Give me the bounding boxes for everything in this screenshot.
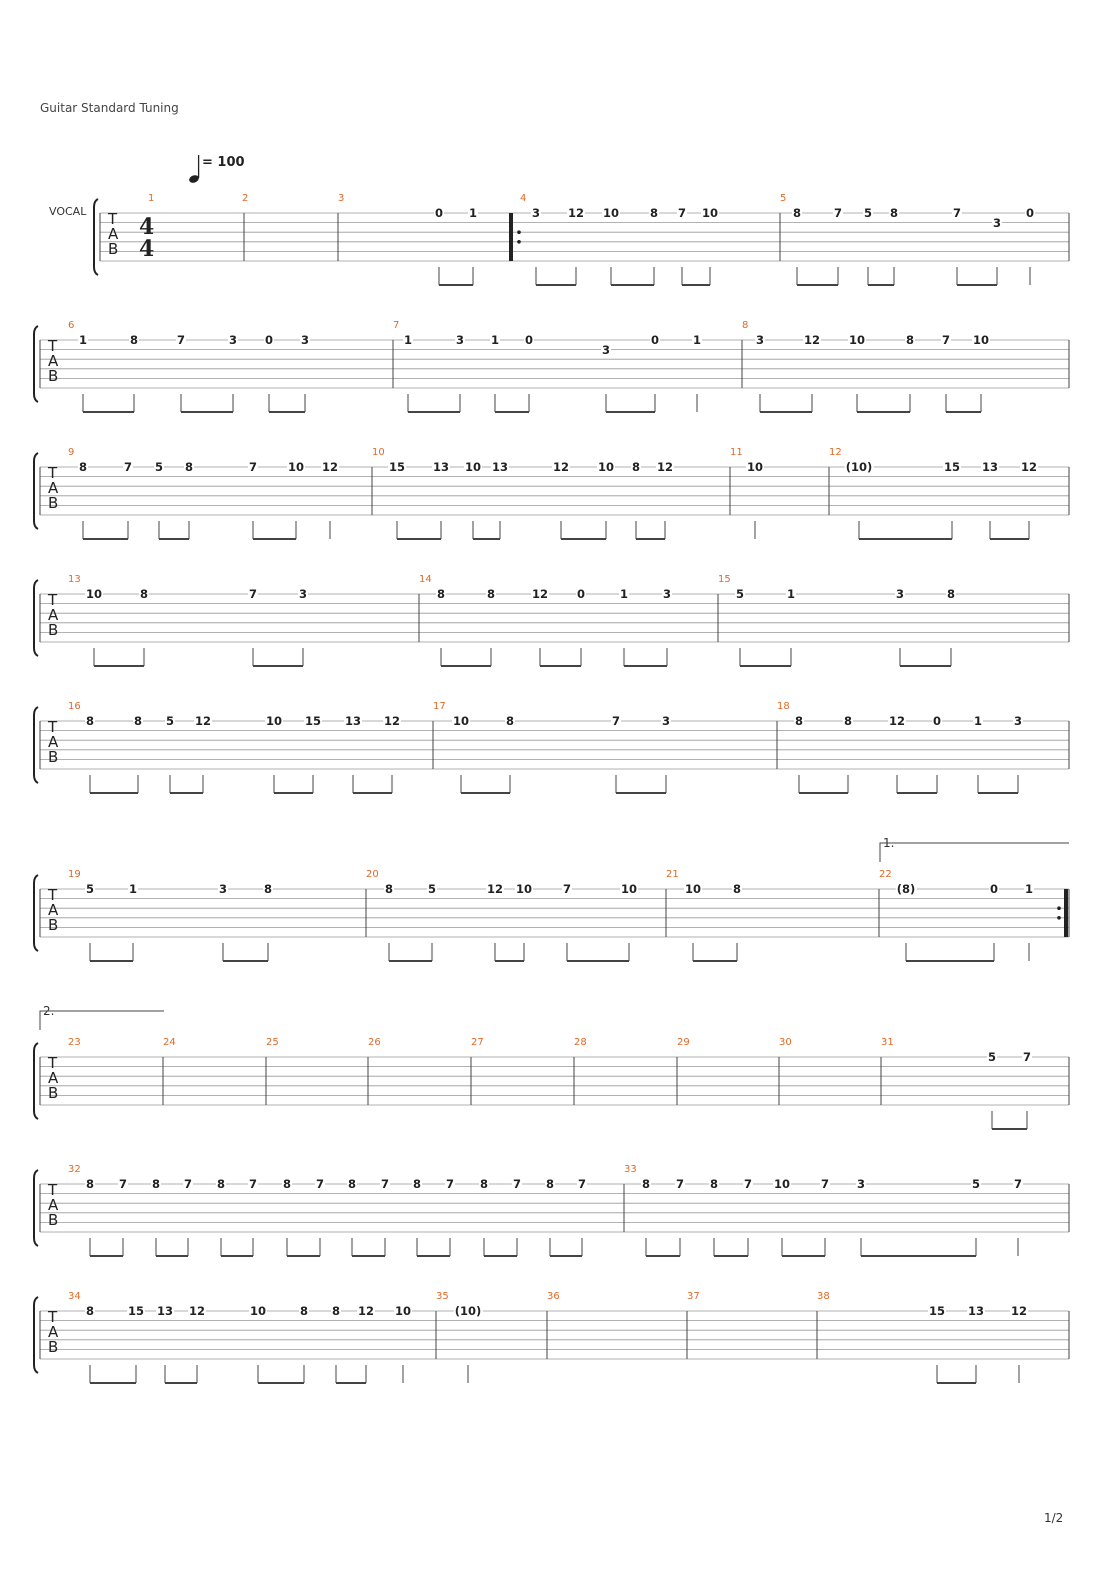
tab-note: 0 [524, 333, 534, 347]
tab-note: 8 [505, 714, 515, 728]
tab-clef-letter: A [48, 1196, 59, 1214]
measure-number: 29 [677, 1037, 690, 1048]
tab-note: 10 [773, 1177, 791, 1191]
tab-note: 7 [820, 1177, 830, 1191]
tab-clef-letter: A [48, 901, 59, 919]
tab-note: 0 [989, 882, 999, 896]
tab-note: (10) [845, 460, 873, 474]
tab-clef-letter: B [48, 494, 59, 512]
measure-number: 22 [879, 869, 892, 880]
tab-note: 8 [139, 587, 149, 601]
tab-note: 8 [347, 1177, 357, 1191]
tab-note: 12 [552, 460, 570, 474]
measure-number: 2 [242, 193, 249, 204]
tab-note: 7 [562, 882, 572, 896]
tab-clef-letter: T [48, 1054, 58, 1072]
tab-note: 12 [656, 460, 674, 474]
tab-clef-letter: B [108, 240, 119, 258]
tab-note: 7 [833, 206, 843, 220]
tab-note: 8 [216, 1177, 226, 1191]
measure-number: 23 [68, 1037, 81, 1048]
tab-note: 10 [394, 1304, 412, 1318]
time-signature-digit: 4 [139, 214, 155, 240]
tab-note: 12 [1010, 1304, 1028, 1318]
tab-note: 8 [151, 1177, 161, 1191]
tab-clef-letter: T [108, 210, 118, 228]
tab-note: 13 [344, 714, 362, 728]
tab-note: 5 [971, 1177, 981, 1191]
tab-note: 5 [863, 206, 873, 220]
tab-note: 12 [383, 714, 401, 728]
tab-note: 15 [928, 1304, 946, 1318]
tab-note: 3 [992, 215, 1002, 230]
tab-note: 10 [249, 1304, 267, 1318]
measure-number: 12 [829, 447, 842, 458]
tab-note: 1 [468, 206, 478, 220]
tab-note: 12 [486, 882, 504, 896]
tab-note: 3 [228, 333, 238, 347]
tab-note: 10 [701, 206, 719, 220]
tab-note: 0 [1025, 206, 1035, 220]
tab-note: 13 [156, 1304, 174, 1318]
tab-clef-letter: B [48, 748, 59, 766]
measure-number: 34 [68, 1291, 81, 1302]
tab-note: 7 [677, 206, 687, 220]
measure-number: 20 [366, 869, 379, 880]
tab-note: 10 [848, 333, 866, 347]
tab-note: 12 [803, 333, 821, 347]
tab-note: 8 [732, 882, 742, 896]
tab-clef-letter: B [48, 1211, 59, 1229]
tab-note: 15 [304, 714, 322, 728]
tab-clef-letter: A [48, 733, 59, 751]
tab-note: 3 [856, 1177, 866, 1191]
tab-note: 15 [943, 460, 961, 474]
measure-number: 15 [718, 574, 731, 585]
tab-note: 8 [85, 1177, 95, 1191]
tab-note: 1 [490, 333, 500, 347]
tab-note: 3 [455, 333, 465, 347]
tab-note: 8 [85, 714, 95, 728]
tab-note: 7 [512, 1177, 522, 1191]
tab-note: 10 [684, 882, 702, 896]
tab-clef-letter: A [48, 606, 59, 624]
tab-note: 12 [531, 587, 549, 601]
tab-note: 8 [384, 882, 394, 896]
tab-note: 1 [128, 882, 138, 896]
tab-note: 10 [620, 882, 638, 896]
tab-note: 13 [981, 460, 999, 474]
tab-note: 7 [1022, 1050, 1032, 1064]
measure-number: 37 [687, 1291, 700, 1302]
tab-note: 8 [794, 714, 804, 728]
measure-number: 21 [666, 869, 679, 880]
tempo-value: = 100 [202, 155, 245, 170]
tab-note: 8 [631, 460, 641, 474]
tab-note: 10 [515, 882, 533, 896]
tab-clef-letter: T [48, 1181, 58, 1199]
tab-clef-letter: A [48, 1069, 59, 1087]
tab-note: 8 [479, 1177, 489, 1191]
tab-note: 15 [388, 460, 406, 474]
tab-note: 3 [218, 882, 228, 896]
tab-note: 7 [445, 1177, 455, 1191]
tab-note: 1 [786, 587, 796, 601]
tab-note: 5 [735, 587, 745, 601]
tab-note: 7 [743, 1177, 753, 1191]
tab-note: 7 [941, 333, 951, 347]
tab-note: 7 [675, 1177, 685, 1191]
tab-note: 8 [486, 587, 496, 601]
tab-note: 0 [264, 333, 274, 347]
tab-note: 3 [755, 333, 765, 347]
tab-note: 1 [619, 587, 629, 601]
tab-note: 8 [946, 587, 956, 601]
tab-clef-letter: B [48, 621, 59, 639]
tab-note: 12 [194, 714, 212, 728]
measure-number: 24 [163, 1037, 176, 1048]
tab-note: 8 [641, 1177, 651, 1191]
tab-note: 7 [118, 1177, 128, 1191]
tab-note: 7 [123, 460, 133, 474]
tab-note: 8 [792, 206, 802, 220]
tab-note: 10 [972, 333, 990, 347]
tab-note: 7 [248, 1177, 258, 1191]
tab-note: 5 [427, 882, 437, 896]
tab-note: 8 [133, 714, 143, 728]
tab-clef-letter: A [48, 352, 59, 370]
tab-note: 7 [315, 1177, 325, 1191]
tab-note: 3 [895, 587, 905, 601]
volta-2: 2. [43, 1004, 55, 1018]
measure-number: 16 [68, 701, 81, 712]
tab-note: 10 [746, 460, 764, 474]
tuning-label: Guitar Standard Tuning [40, 101, 179, 115]
measure-number: 13 [68, 574, 81, 585]
tab-note: 8 [263, 882, 273, 896]
measure-number: 4 [520, 193, 527, 204]
measure-number: 18 [777, 701, 790, 712]
measure-number: 30 [779, 1037, 792, 1048]
volta-1: 1. [883, 836, 895, 850]
tab-clef-letter: B [48, 916, 59, 934]
measure-number: 27 [471, 1037, 484, 1048]
tab-note: 3 [601, 342, 611, 357]
tab-note: 8 [184, 460, 194, 474]
tab-note: 7 [183, 1177, 193, 1191]
tab-note: 1 [692, 333, 702, 347]
tab-note: 15 [127, 1304, 145, 1318]
tab-note: (10) [454, 1304, 482, 1318]
measure-number: 26 [368, 1037, 381, 1048]
measure-number: 9 [68, 447, 75, 458]
tab-clef-letter: T [48, 591, 58, 609]
tab-note: 7 [611, 714, 621, 728]
tab-note: 5 [165, 714, 175, 728]
time-signature-digit: 4 [139, 236, 155, 262]
tab-note: 0 [576, 587, 586, 601]
tab-note: 12 [1020, 460, 1038, 474]
measure-number: 35 [436, 1291, 449, 1302]
tab-note: 8 [709, 1177, 719, 1191]
tab-note: 12 [888, 714, 906, 728]
measure-number: 7 [393, 320, 400, 331]
tab-clef-letter: B [48, 1338, 59, 1356]
measure-number: 32 [68, 1164, 81, 1175]
tab-note: 8 [905, 333, 915, 347]
measure-number: 3 [338, 193, 345, 204]
tab-note: 0 [434, 206, 444, 220]
tab-note: 8 [889, 206, 899, 220]
tab-note: 3 [298, 587, 308, 601]
tab-note: 8 [436, 587, 446, 601]
tab-note: 1 [973, 714, 983, 728]
tab-clef-letter: T [48, 337, 58, 355]
tab-note: 8 [299, 1304, 309, 1318]
measure-number: 1 [148, 193, 155, 204]
tab-note: 7 [248, 587, 258, 601]
tab-note: 5 [85, 882, 95, 896]
tab-note: 10 [602, 206, 620, 220]
tab-clef-letter: T [48, 1308, 58, 1326]
tab-clef-letter: A [108, 225, 119, 243]
measure-number: 36 [547, 1291, 560, 1302]
volta-bracket [40, 1011, 164, 1030]
tab-note: 3 [1013, 714, 1023, 728]
tab-note: 5 [987, 1050, 997, 1064]
tab-note: 7 [1013, 1177, 1023, 1191]
tab-note: 0 [932, 714, 942, 728]
measure-number: 31 [881, 1037, 894, 1048]
measure-number: 11 [730, 447, 743, 458]
measure-number: 19 [68, 869, 81, 880]
tab-note: 10 [464, 460, 482, 474]
tab-note: 8 [545, 1177, 555, 1191]
tab-note: 8 [129, 333, 139, 347]
tab-note: 7 [380, 1177, 390, 1191]
tab-clef-letter: A [48, 1323, 59, 1341]
tab-note: 12 [567, 206, 585, 220]
tab-clef-letter: T [48, 464, 58, 482]
measure-number: 6 [68, 320, 75, 331]
measure-number: 14 [419, 574, 432, 585]
measure-number: 25 [266, 1037, 279, 1048]
tab-note: 7 [577, 1177, 587, 1191]
tab-note: 3 [662, 587, 672, 601]
tab-note: 7 [176, 333, 186, 347]
tab-note: 10 [85, 587, 103, 601]
tab-note: 10 [265, 714, 283, 728]
measure-number: 8 [742, 320, 749, 331]
tab-note: 8 [85, 1304, 95, 1318]
tab-note: 8 [282, 1177, 292, 1191]
tab-note: 13 [491, 460, 509, 474]
measure-number: 10 [372, 447, 385, 458]
measure-number: 33 [624, 1164, 637, 1175]
tab-note: 3 [531, 206, 541, 220]
tab-note: 5 [154, 460, 164, 474]
tab-note: 3 [661, 714, 671, 728]
tab-note: 8 [649, 206, 659, 220]
tab-note: 13 [432, 460, 450, 474]
volta-bracket [880, 843, 1069, 862]
tab-clef-letter: A [48, 479, 59, 497]
tab-note: 8 [331, 1304, 341, 1318]
measure-number: 5 [780, 193, 787, 204]
measure-number: 38 [817, 1291, 830, 1302]
tab-note: 8 [843, 714, 853, 728]
tab-note: 10 [452, 714, 470, 728]
tab-note: 12 [321, 460, 339, 474]
measure-number: 17 [433, 701, 446, 712]
tab-note: 12 [357, 1304, 375, 1318]
page-number: 1/2 [1044, 1511, 1064, 1525]
tab-clef-letter: B [48, 1084, 59, 1102]
measure-number: 28 [574, 1037, 587, 1048]
tab-note: (8) [896, 882, 916, 896]
tab-note: 7 [952, 206, 962, 220]
tab-note: 10 [597, 460, 615, 474]
tab-note: 1 [1024, 882, 1034, 896]
tab-note: 8 [78, 460, 88, 474]
tab-note: 12 [188, 1304, 206, 1318]
tab-note: 3 [300, 333, 310, 347]
tab-note: 0 [650, 333, 660, 347]
tab-note: 1 [78, 333, 88, 347]
tab-note: 8 [412, 1177, 422, 1191]
tab-clef-letter: B [48, 367, 59, 385]
tab-note: 1 [403, 333, 413, 347]
tab-clef-letter: T [48, 718, 58, 736]
track-name: VOCAL [49, 205, 87, 218]
tab-note: 13 [967, 1304, 985, 1318]
tab-note: 10 [287, 460, 305, 474]
tab-note: 7 [248, 460, 258, 474]
tab-clef-letter: T [48, 886, 58, 904]
